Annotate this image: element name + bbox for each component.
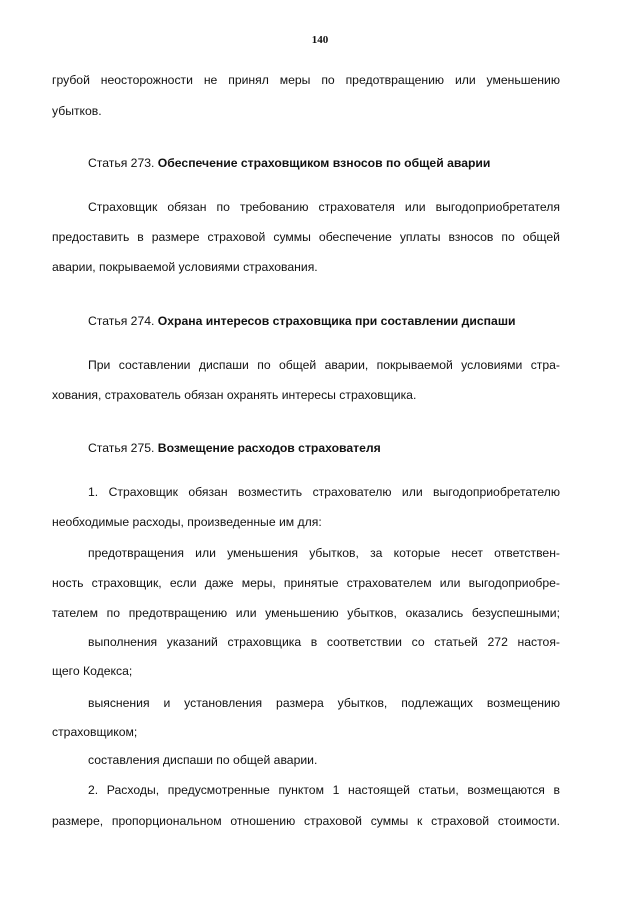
text-line-5: предоставить в размере страховой суммы обеспечение уплаты взносов по общей [52,230,560,244]
text-line-18: выяснения и установления размера убытков, подлежащих возмещению [88,696,560,710]
text-line-13: предотвращения или уменьшения убытков, за которые несет ответствен- [88,546,560,560]
article-274-heading [88,313,568,329]
text-line-1: грубой неосторожности не принял меры по предотвращению или уменьшению [52,73,560,87]
page-number: 140 [311,34,329,46]
article-275-number: Статья 275. [88,441,155,455]
article-273-heading [88,155,568,171]
article-274-number: Статья 274. [88,314,155,328]
article-274-title: Охрана интересов страховщика при составлении диспаши [157,314,516,328]
text-line-15: тателем по предотвращению или уменьшению убытков, оказались безуспешными; [52,606,560,620]
text-line-22: размере, пропорциональном отношению страховой суммы к страховой стоимости. [52,814,560,828]
text-line-4: Страховщик обязан по требованию страхователя или выгодоприобретателя [88,200,560,214]
text-line-6: аварии, покрываемой условиями страхования. [52,260,318,274]
text-line-2: убытков. [52,104,102,118]
text-line-12: необходимые расходы, произведенные им для: [52,515,322,529]
text-line-21: 2. Расходы, предусмотренные пунктом 1 настоящей статьи, возмещаются в [88,783,560,797]
text-line-16: выполнения указаний страховщика в соответствии со статьей 272 настоя- [88,635,560,649]
article-275-title: Возмещение расходов страхователя [157,441,381,455]
article-273-number: Статья 273. [88,156,155,170]
text-line-9: хования, страхователь обязан охранять интересы страховщика. [52,388,417,402]
text-line-19: страховщиком; [52,725,138,739]
text-line-17: щего Кодекса; [52,664,133,678]
article-273-title: Обеспечение страховщиком взносов по общей аварии [157,156,491,170]
text-line-8: При составлении диспаши по общей аварии, покрываемой условиями стра- [88,358,560,372]
text-line-20: составления диспаши по общей аварии. [88,753,318,767]
text-line-11: 1. Страховщик обязан возместить страхователю или выгодоприобретателю [88,485,560,499]
text-line-14: ность страховщик, если даже меры, принятые страхователем или выгодоприобре- [52,576,560,590]
article-275-heading [88,440,568,456]
